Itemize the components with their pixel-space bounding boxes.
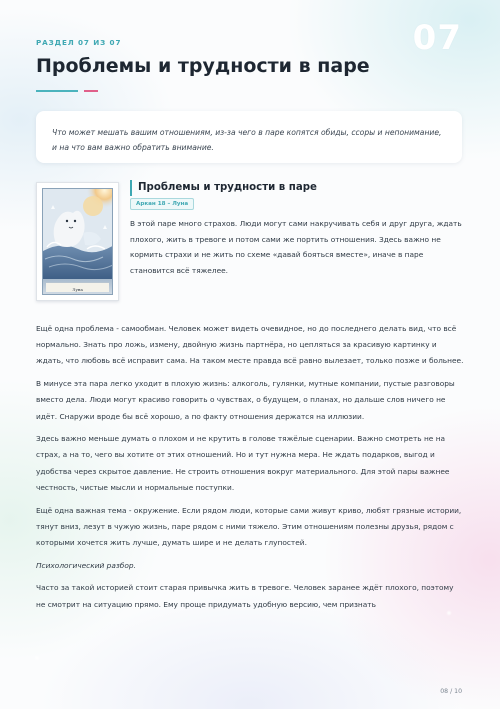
moon-card-illustration [43,189,113,279]
underline-pink [84,90,98,92]
arcana-badge: Аркан 18 – Луна [130,198,194,210]
sparkle-decoration [446,610,452,616]
intro-box [36,111,462,163]
body-text [36,321,464,619]
card-heading-block [130,180,317,196]
section-number: 07 [412,18,462,58]
tarot-card-image [42,188,113,295]
page-counter: 08 / 10 [440,688,462,695]
subheading: Психологический разбор. [36,560,136,570]
intro-text: Что может мешать вашим отношениям, из-за чего в паре копятся обиды, ссоры и непонимание, и на что вам важно обратить внимание. [52,128,442,152]
card-description: В этой паре много страхов. Люди могут сами накручивать себя и друг друга, ждать плохого, жить в тревоге и потом сами же портить отношения. Здесь важно не кормить страхи и не жить по схеме «давай бояться вместе», иначе в паре становится всё тяжелее. [130,219,462,275]
paragraph: Ещё одна важная тема - окружение. Если рядом люди, которые сами живут криво, любят грязные истории, тянут вниз, лезут в чужую жизнь, паре рядом с ними тяжело. Этим отношениям полезны друзья, рядом с которыми хочется жить лучше, думать шире и не делать глупостей. [36,505,462,547]
title-underline [36,90,98,92]
tarot-card [36,182,119,301]
page-title: Проблемы и трудности в паре [36,55,370,77]
paragraph: Часто за такой историей стоит старая привычка жить в тревоге. Человек заранее ждёт плохого, поэтому не смотрит на ситуацию прямо. Ему проще придумать удобную версию, чем признать [36,583,454,609]
paragraph: Ещё одна проблема - самообман. Человек может видеть очевидное, но до последнего делать вид, что всё нормально. Знать про ложь, измену, двойную жизнь партнёра, но цепляться за красивую картинку и ждать, что любовь всё исправит сама. На таком месте правда всё равно вылезает, только позже и больнее. [36,324,464,366]
section-label: РАЗДЕЛ 07 ИЗ 07 [36,38,122,47]
paragraph: Здесь важно меньше думать о плохом и не крутить в голове тяжёлые сценарии. Важно смотреть не на страх, а на то, чего вы хотите от этих отношений. Но и тут нужна мера. Не ждать подарков, выгод и удобства через скрытое давление. Не строить отношения вокруг материального. Для этой пары важнее честность, чистые мысли и нормальные поступки. [36,434,450,492]
card-caption: Луна [72,287,83,292]
paragraph: В минусе эта пара легко уходит в плохую жизнь: алкоголь, гулянки, мутные компании, пустые разговоры вместо дела. Люди могут красиво говорить о чувствах, о будущем, о планах, но дальше слов ничего не идёт. Снаружи вроде бы всё хорошо, а по факту отношения держатся на иллюзии. [36,379,455,421]
underline-teal [36,90,78,92]
card-heading: Проблемы и трудности в паре [138,182,317,193]
sparkle-decoration [34,655,40,661]
